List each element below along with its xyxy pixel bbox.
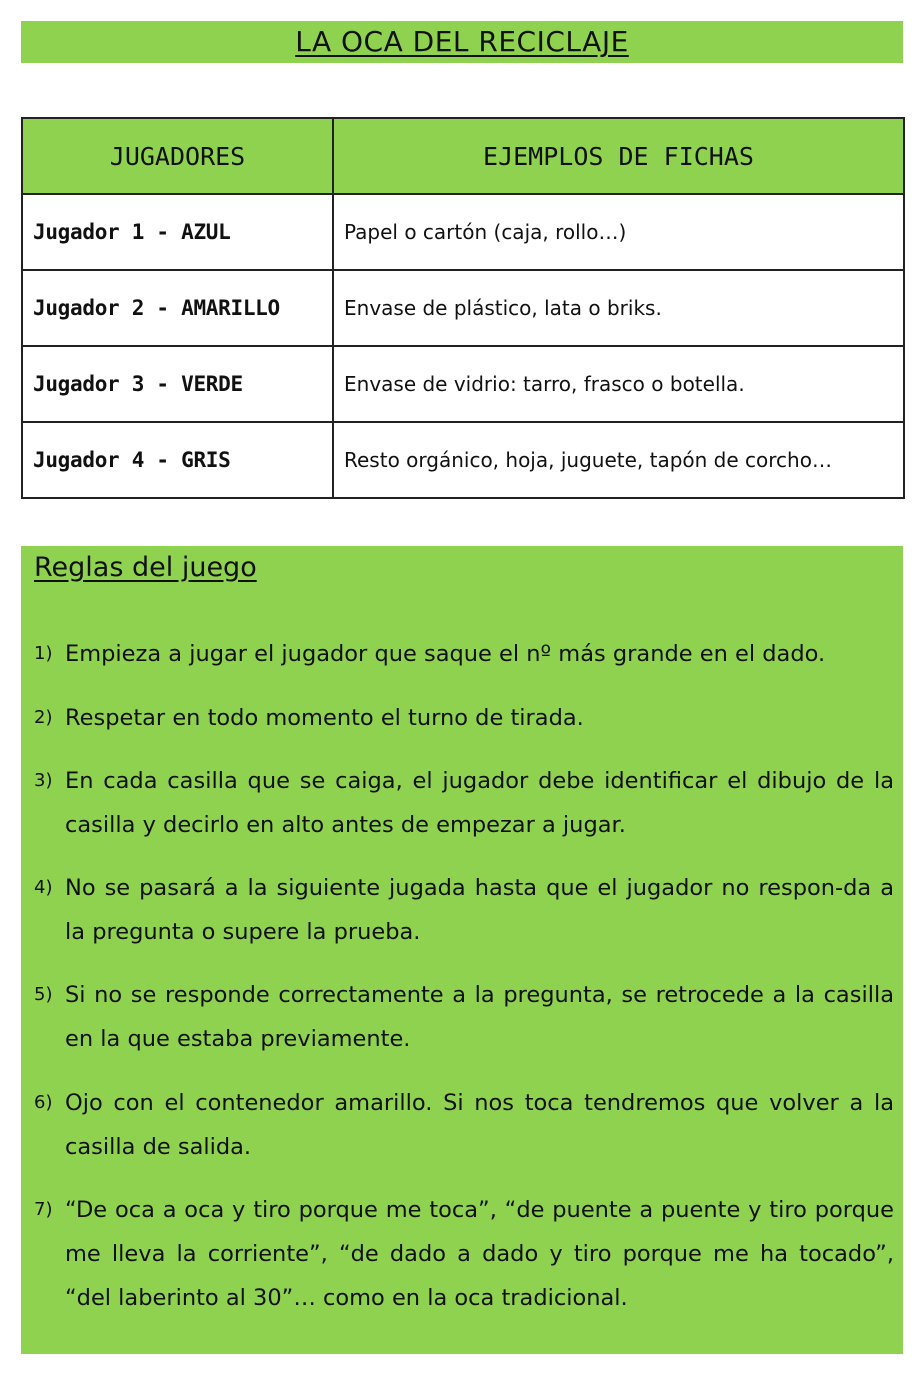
rule-text: “De oca a oca y tiro porque me toca”, “de puente a puente y tiro porque me lleva la corriente”, “de dado a dado y tiro porque me ha tocado”, “del laberinto al 30”… como en la oca tradicional. xyxy=(65,1197,894,1311)
rule-number: 5) xyxy=(34,984,53,1005)
rule-number: 1) xyxy=(34,643,53,664)
rule-number: 2) xyxy=(34,707,53,728)
rules-panel xyxy=(21,546,903,1354)
rule-text: Si no se responde correctamente a la pregunta, se retrocede a la casilla en la que estaba previamente. xyxy=(65,982,894,1052)
title-bar xyxy=(21,21,903,63)
column-header-players: JUGADORES xyxy=(22,118,333,194)
rule-number: 7) xyxy=(34,1199,53,1220)
table-row xyxy=(22,346,904,422)
table-row xyxy=(22,194,904,270)
token-cell: Resto orgánico, hoja, juguete, tapón de corcho… xyxy=(333,422,904,498)
rule-number: 6) xyxy=(34,1092,53,1113)
player-cell: Jugador 2 - AMARILLO xyxy=(22,270,333,346)
table-row xyxy=(22,270,904,346)
page-title: LA OCA DEL RECICLAJE xyxy=(295,25,629,58)
table-header-row xyxy=(22,118,904,194)
token-cell: Envase de vidrio: tarro, frasco o botella. xyxy=(333,346,904,422)
player-cell: Jugador 1 - AZUL xyxy=(22,194,333,270)
rule-item xyxy=(34,866,894,954)
rule-item xyxy=(34,632,894,676)
column-header-tokens: EJEMPLOS DE FICHAS xyxy=(333,118,904,194)
rule-item xyxy=(34,759,894,847)
player-cell: Jugador 4 - GRIS xyxy=(22,422,333,498)
rule-item xyxy=(34,1188,894,1320)
table-row xyxy=(22,422,904,498)
token-cell: Papel o cartón (caja, rollo…) xyxy=(333,194,904,270)
rule-number: 4) xyxy=(34,877,53,898)
rule-item xyxy=(34,696,894,740)
rule-number: 3) xyxy=(34,770,53,791)
rule-text: No se pasará a la siguiente jugada hasta que el jugador no respon-da a la pregunta o supere la prueba. xyxy=(65,875,894,945)
rule-item xyxy=(34,1081,894,1169)
rule-text: Ojo con el contenedor amarillo. Si nos toca tendremos que volver a la casilla de salida. xyxy=(65,1090,894,1160)
rule-item xyxy=(34,973,894,1061)
players-table xyxy=(21,117,905,499)
rule-text: Empieza a jugar el jugador que saque el nº más grande en el dado. xyxy=(65,641,826,667)
rules-heading: Reglas del juego xyxy=(34,552,257,583)
rule-text: Respetar en todo momento el turno de tirada. xyxy=(65,705,584,731)
rule-text: En cada casilla que se caiga, el jugador debe identificar el dibujo de la casilla y decirlo en alto antes de empezar a jugar. xyxy=(65,768,894,838)
player-cell: Jugador 3 - VERDE xyxy=(22,346,333,422)
token-cell: Envase de plástico, lata o briks. xyxy=(333,270,904,346)
